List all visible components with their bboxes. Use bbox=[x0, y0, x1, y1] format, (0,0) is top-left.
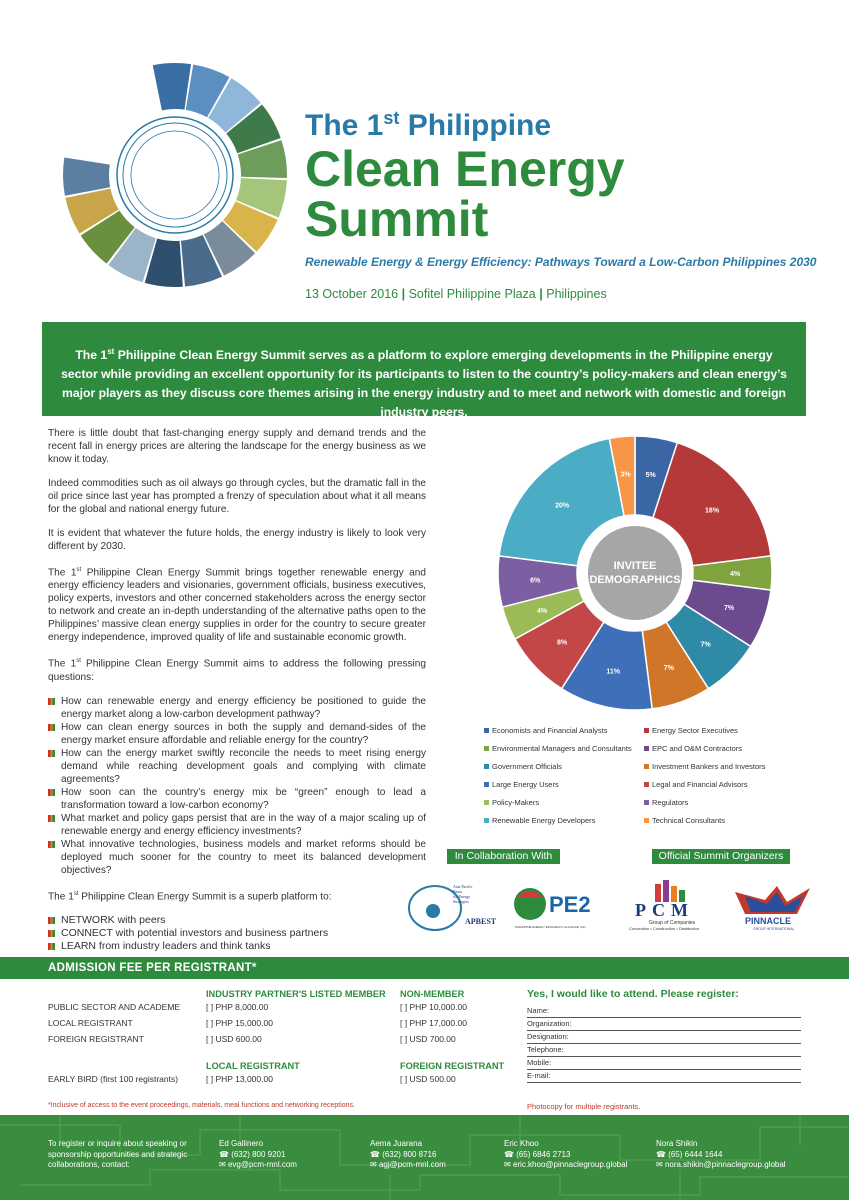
chart-center-line-1: INVITEE bbox=[613, 560, 657, 572]
list-item: LEARN from industry leaders and think tanks bbox=[48, 940, 426, 953]
fee-row-label: PUBLIC SECTOR AND ACADEME bbox=[48, 1002, 181, 1012]
legend-item bbox=[484, 816, 644, 825]
pinnacle-name: PINNACLE bbox=[745, 916, 792, 926]
legend-item bbox=[484, 726, 644, 735]
legend-item bbox=[644, 798, 804, 807]
legend-label: Energy Sector Executives bbox=[652, 726, 738, 735]
apbest-line: Asia Pacific bbox=[453, 884, 473, 889]
apbest-name: APBEST bbox=[465, 917, 497, 926]
slice-label: 5% bbox=[645, 472, 656, 480]
legend-item bbox=[484, 744, 644, 753]
logo-wedge bbox=[153, 63, 191, 110]
legend-label: EPC and O&M Contractors bbox=[652, 744, 743, 753]
legend-item bbox=[644, 726, 804, 735]
column-header-foreign: FOREIGN REGISTRANT bbox=[400, 1061, 505, 1071]
summit-logo bbox=[50, 62, 300, 288]
phone-icon: ☎ bbox=[219, 1149, 232, 1159]
subtitle: Renewable Energy & Energy Efficiency: Pathways Toward a Low-Carbon Philippines 2030 bbox=[305, 255, 817, 269]
slice-label: 7% bbox=[700, 641, 711, 649]
fee-option[interactable]: [ ] USD 700.00 bbox=[400, 1034, 456, 1044]
apbest-line: Strategies bbox=[453, 899, 469, 904]
legend-item bbox=[644, 744, 804, 753]
contact-email[interactable]: ✉ eric.khoo@pinnaclegroup.global bbox=[504, 1160, 628, 1169]
intro-banner: The 1st Philippine Clean Energy Summit serves as a platform to explore emerging developments in the Philippine energy sector while providing an excellent opportunity for its participants to listen to the country’s policy-makers and clean energy’s major players as they discuss core themes arising in the energy industry and to meet and network with domestic and foreign industry peers. bbox=[42, 322, 806, 416]
legend-swatch bbox=[644, 746, 649, 751]
register-field-mobile[interactable]: Mobile: bbox=[527, 1058, 801, 1070]
contact-email[interactable]: ✉ nora.shikin@pinnaclegroup.global bbox=[656, 1160, 786, 1169]
email-icon: ✉ bbox=[219, 1160, 228, 1169]
list-item: How can clean energy sources in both the supply and demand-sides of the energy market ensure affordable and reliable energy for the country? bbox=[48, 721, 426, 747]
list-item: What innovative technologies, business models and market reforms should be deployed much sooner for the country to meet its balanced development objectives? bbox=[48, 838, 426, 877]
legend-item bbox=[644, 780, 804, 789]
fee-row-label: FOREIGN REGISTRANT bbox=[48, 1034, 144, 1044]
legend-item bbox=[484, 762, 644, 771]
body-text bbox=[48, 427, 426, 964]
slice-label: 8% bbox=[557, 639, 568, 647]
fee-option[interactable]: [ ] PHP 13,000.00 bbox=[206, 1074, 273, 1084]
fee-row-label: LOCAL REGISTRANT bbox=[48, 1018, 133, 1028]
register-field-telephone[interactable]: Telephone: bbox=[527, 1045, 801, 1057]
legend-swatch bbox=[484, 764, 489, 769]
event-date: 13 October 2016 bbox=[305, 287, 399, 301]
chart-legend bbox=[484, 726, 804, 825]
paragraph: It is evident that whatever the future holds, the energy industry is likely to look very different by 2030. bbox=[48, 528, 426, 552]
slice-label: 4% bbox=[536, 607, 548, 615]
legend-item bbox=[644, 762, 804, 771]
list-item: How soon can the country’s energy mix be “green” enough to lead a transformation toward a low-carbon economy? bbox=[48, 786, 426, 812]
footer-inquiry: To register or inquire about speaking or sponsorship opportunities and strategic collaborations, contact: bbox=[48, 1139, 188, 1169]
fee-option[interactable]: [ ] PHP 8,000.00 bbox=[206, 1002, 269, 1012]
pinnacle-logo bbox=[735, 886, 810, 931]
pcm-name: PCM bbox=[635, 900, 694, 920]
column-header-local: LOCAL REGISTRANT bbox=[206, 1061, 300, 1071]
legend-label: Investment Bankers and Investors bbox=[652, 762, 766, 771]
contact-card bbox=[504, 1139, 627, 1171]
pcm-sub: Convention • Construction • Distribution bbox=[629, 926, 699, 931]
contact-phone[interactable]: ☎ (632) 800 8716 bbox=[370, 1149, 437, 1159]
title-line-1: Clean Energy bbox=[305, 141, 625, 197]
contact-phone[interactable]: ☎ (65) 6444 1644 bbox=[656, 1149, 723, 1159]
paragraph: There is little doubt that fast-changing energy supply and demand trends and the recent fall in energy prices are altering the landscape for the energy business as we know it today. bbox=[48, 428, 426, 465]
list-item: CONNECT with potential investors and business partners bbox=[48, 927, 426, 940]
legend-item bbox=[644, 816, 804, 825]
legend-label: Environmental Managers and Consultants bbox=[492, 744, 632, 753]
register-field-organization[interactable]: Organization: bbox=[527, 1019, 801, 1031]
contact-email[interactable]: ✉ agj@pcm-mnl.com bbox=[370, 1160, 446, 1169]
register-field-email[interactable]: E-mail: bbox=[527, 1071, 801, 1083]
legend-label: Large Energy Users bbox=[492, 780, 559, 789]
organizers-label: Official Summit Organizers bbox=[652, 849, 790, 864]
contact-card bbox=[219, 1139, 297, 1171]
pinnacle-sub: GROUP INTERNATIONAL bbox=[753, 927, 795, 931]
slice-label: 7% bbox=[724, 604, 735, 612]
contact-name: Nora Shikin bbox=[656, 1139, 698, 1148]
list-item: How can renewable energy and energy efficiency be positioned to guide the energy market along a low-carbon development pathway? bbox=[48, 695, 426, 721]
register-field-designation[interactable]: Designation: bbox=[527, 1032, 801, 1044]
legend-label: Government Officials bbox=[492, 762, 562, 771]
apbest-logo bbox=[409, 884, 497, 930]
legend-swatch bbox=[484, 746, 489, 751]
legend-swatch bbox=[484, 800, 489, 805]
legend-swatch bbox=[484, 818, 489, 823]
event-venue: Sofitel Philippine Plaza bbox=[408, 287, 536, 301]
legend-label: Policy-Makers bbox=[492, 798, 540, 807]
event-country: Philippines bbox=[546, 287, 607, 301]
list-item: What market and policy gaps persist that are in the way of a major scaling up of renewable energy and energy efficiency investments? bbox=[48, 812, 426, 838]
legend-swatch bbox=[644, 764, 649, 769]
legend-swatch bbox=[484, 782, 489, 787]
photocopy-note: Photocopy for multiple registrants. bbox=[527, 1102, 641, 1111]
slice-label: 11% bbox=[606, 668, 620, 676]
fee-note: *Inclusive of access to the event proceedings, materials, meal functions and networking receptions. bbox=[48, 1102, 355, 1109]
header bbox=[305, 108, 835, 301]
footer bbox=[0, 1115, 849, 1200]
apbest-line: for Energy bbox=[453, 894, 471, 899]
contact-name: Ed Gallinero bbox=[219, 1139, 264, 1148]
pe2-sub: PHILIPPINE ENERGY EFFICIENCY ALLIANCE, INC. bbox=[515, 925, 587, 929]
chart-center-line-2: DEMOGRAPHICS bbox=[589, 574, 681, 586]
fee-option[interactable]: [ ] PHP 17,000.00 bbox=[400, 1018, 467, 1028]
slice-label: 3% bbox=[620, 471, 631, 479]
fee-option[interactable]: [ ] PHP 10,000.00 bbox=[400, 1002, 467, 1012]
fee-option[interactable]: [ ] USD 600.00 bbox=[206, 1034, 262, 1044]
contact-name: Aema Juarana bbox=[370, 1139, 423, 1148]
title-line-2: Summit bbox=[305, 191, 489, 247]
apbest-line: Basin bbox=[453, 889, 463, 894]
column-header-nonmember: NON-MEMBER bbox=[400, 989, 465, 999]
paragraph: The 1st Philippine Clean Energy Summit aims to address the following pressing questions: bbox=[48, 658, 427, 683]
paragraph: The 1st Philippine Clean Energy Summit brings together renewable energy and energy efficiency leaders and visionaries, government officials, business executives, policy experts, investors and other concerned stakeholders across the energy sector to network and create an in-depth understanding of the alternative paths open to the Philippines’ massive clean energy supplies in order for the country to secure greater energy independence, improved quality of life and sustainable economic growth. bbox=[48, 567, 426, 644]
pcm-sub: Group of Companies bbox=[649, 920, 696, 926]
fee-row-label: EARLY BIRD (first 100 registrants) bbox=[48, 1074, 179, 1084]
legend-swatch bbox=[644, 782, 649, 787]
legend-swatch bbox=[644, 800, 649, 805]
contact-phone[interactable]: ☎ (632) 800 9201 bbox=[219, 1149, 286, 1159]
contact-card bbox=[656, 1139, 786, 1171]
legend-swatch bbox=[484, 728, 489, 733]
register-field-name[interactable]: Name: bbox=[527, 1006, 801, 1018]
email-icon: ✉ bbox=[504, 1160, 513, 1169]
paragraph: The 1st Philippine Clean Energy Summit is a superb platform to: bbox=[48, 890, 332, 903]
register-title: Yes, I would like to attend. Please register: bbox=[527, 988, 739, 1000]
legend-label: Legal and Financial Advisors bbox=[652, 780, 748, 789]
phone-icon: ☎ bbox=[504, 1149, 517, 1159]
contact-card bbox=[370, 1139, 446, 1171]
fee-option[interactable]: [ ] PHP 15,000.00 bbox=[206, 1018, 273, 1028]
contact-email[interactable]: ✉ evg@pcm-mnl.com bbox=[219, 1160, 297, 1169]
slice-label: 7% bbox=[663, 665, 674, 673]
fee-option[interactable]: [ ] USD 500.00 bbox=[400, 1074, 456, 1084]
list-item: How can the energy market swiftly reconcile the needs to meet rising energy demand while reaching development goals and complying with climate agreements? bbox=[48, 747, 426, 786]
slice-label: 6% bbox=[530, 577, 541, 585]
collab-label: In Collaboration With bbox=[447, 849, 560, 864]
slice-label: 4% bbox=[729, 571, 741, 578]
legend-swatch bbox=[644, 818, 649, 823]
column-header-member: INDUSTRY PARTNER'S LISTED MEMBER bbox=[206, 989, 386, 999]
pe2-name: PE2 bbox=[549, 892, 591, 917]
legend-item bbox=[484, 780, 644, 789]
title-prefix: The 1st Philippine bbox=[305, 108, 552, 142]
email-icon: ✉ bbox=[370, 1160, 379, 1169]
phone-icon: ☎ bbox=[656, 1149, 669, 1159]
legend-label: Economists and Financial Analysts bbox=[492, 726, 608, 735]
platform-list bbox=[48, 914, 426, 953]
list-item: NETWORK with peers bbox=[48, 914, 426, 927]
questions-list bbox=[48, 695, 426, 877]
legend-label: Technical Consultants bbox=[652, 816, 725, 825]
pcm-logo bbox=[629, 880, 699, 931]
partner-logos bbox=[405, 878, 815, 938]
legend-swatch bbox=[644, 728, 649, 733]
slice-label: 20% bbox=[555, 502, 570, 510]
legend-label: Renewable Energy Developers bbox=[492, 816, 596, 825]
legend-item bbox=[484, 798, 644, 807]
event-details: 13 October 2016 | Sofitel Philippine Plaza | Philippines bbox=[305, 287, 607, 301]
contact-phone[interactable]: ☎ (65) 6846 2713 bbox=[504, 1149, 571, 1159]
phone-icon: ☎ bbox=[370, 1149, 383, 1159]
invitee-demographics-chart bbox=[490, 428, 780, 718]
contact-name: Eric Khoo bbox=[504, 1139, 539, 1148]
logo-wedge bbox=[63, 157, 110, 195]
admission-fee-bar: ADMISSION FEE PER REGISTRANT* bbox=[0, 957, 849, 979]
paragraph: Indeed commodities such as oil always go through cycles, but the dramatic fall in the oil price since last year has prompted a frenzy of speculation about what it all means for the global and national energy future. bbox=[48, 478, 426, 515]
pe2-logo bbox=[514, 888, 591, 929]
slice-label: 18% bbox=[705, 507, 720, 515]
legend-label: Regulators bbox=[652, 798, 689, 807]
email-icon: ✉ bbox=[656, 1160, 665, 1169]
